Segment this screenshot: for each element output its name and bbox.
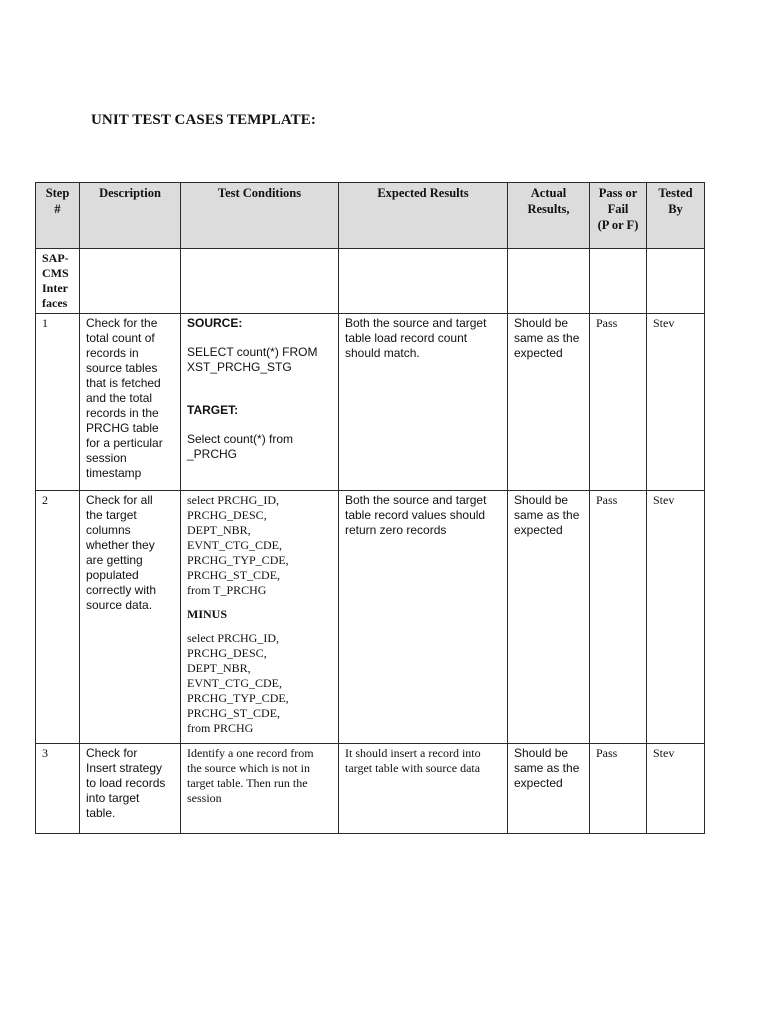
- source-label: SOURCE:: [187, 316, 243, 330]
- table-header-row: [36, 183, 705, 249]
- query-one: select PRCHG_ID, PRCHG_DESC, DEPT_NBR, EVNT_CTG_CDE, PRCHG_TYP_CDE, PRCHG_ST_CDE, from T_PRCHG: [187, 493, 289, 597]
- description-cell: Check for Insert strategy to load records into target table.: [80, 744, 181, 834]
- actual-results-cell: Should be same as the expected: [508, 314, 590, 491]
- test-conditions-cell: Identify a one record from the source which is not in target table. Then run the session: [181, 744, 339, 834]
- actual-results-cell: Should be same as the expected: [508, 744, 590, 834]
- unit-test-cases-table: [35, 182, 705, 834]
- pass-fail-cell: Pass: [590, 314, 647, 491]
- table-row: [36, 491, 705, 744]
- step-number: 2: [36, 491, 80, 744]
- empty-cell: [508, 249, 590, 314]
- target-label: TARGET:: [187, 403, 239, 417]
- empty-cell: [80, 249, 181, 314]
- source-query: SELECT count(*) FROM XST_PRCHG_STG: [187, 345, 318, 374]
- actual-results-cell: Should be same as the expected: [508, 491, 590, 744]
- header-test-conditions: Test Conditions: [181, 183, 339, 249]
- expected-results-cell: It should insert a record into target table with source data: [339, 744, 508, 834]
- header-tested-by: Tested By: [647, 183, 705, 249]
- tested-by-cell: Stev: [647, 744, 705, 834]
- empty-cell: [181, 249, 339, 314]
- minus-label: MINUS: [187, 607, 228, 621]
- step-number: 3: [36, 744, 80, 834]
- description-cell: Check for the total count of records in source tables that is fetched and the total records in the PRCHG table for a perticular session timestamp: [80, 314, 181, 491]
- empty-cell: [339, 249, 508, 314]
- test-conditions-cell: [181, 314, 339, 491]
- pass-fail-cell: Pass: [590, 491, 647, 744]
- header-expected-results: Expected Results: [339, 183, 508, 249]
- table-row: [36, 744, 705, 834]
- tested-by-cell: Stev: [647, 491, 705, 744]
- tested-by-cell: Stev: [647, 314, 705, 491]
- header-description: Description: [80, 183, 181, 249]
- group-row: [36, 249, 705, 314]
- group-label: SAP- CMS Inter faces: [36, 249, 80, 314]
- empty-cell: [590, 249, 647, 314]
- expected-results-cell: Both the source and target table record values should return zero records: [339, 491, 508, 744]
- table-row: [36, 314, 705, 491]
- header-step: Step #: [36, 183, 80, 249]
- header-pass-fail: Pass or Fail (P or F): [590, 183, 647, 249]
- target-query: Select count(*) from _PRCHG: [187, 432, 294, 461]
- pass-fail-cell: Pass: [590, 744, 647, 834]
- document-title: UNIT TEST CASES TEMPLATE:: [91, 112, 316, 128]
- step-number: 1: [36, 314, 80, 491]
- header-actual-results: Actual Results,: [508, 183, 590, 249]
- test-conditions-cell: [181, 491, 339, 744]
- query-two: select PRCHG_ID, PRCHG_DESC, DEPT_NBR, EVNT_CTG_CDE, PRCHG_TYP_CDE, PRCHG_ST_CDE, from PRCHG: [187, 631, 289, 735]
- expected-results-cell: Both the source and target table load record count should match.: [339, 314, 508, 491]
- description-cell: Check for all the target columns whether they are getting populated correctly with source data.: [80, 491, 181, 744]
- empty-cell: [647, 249, 705, 314]
